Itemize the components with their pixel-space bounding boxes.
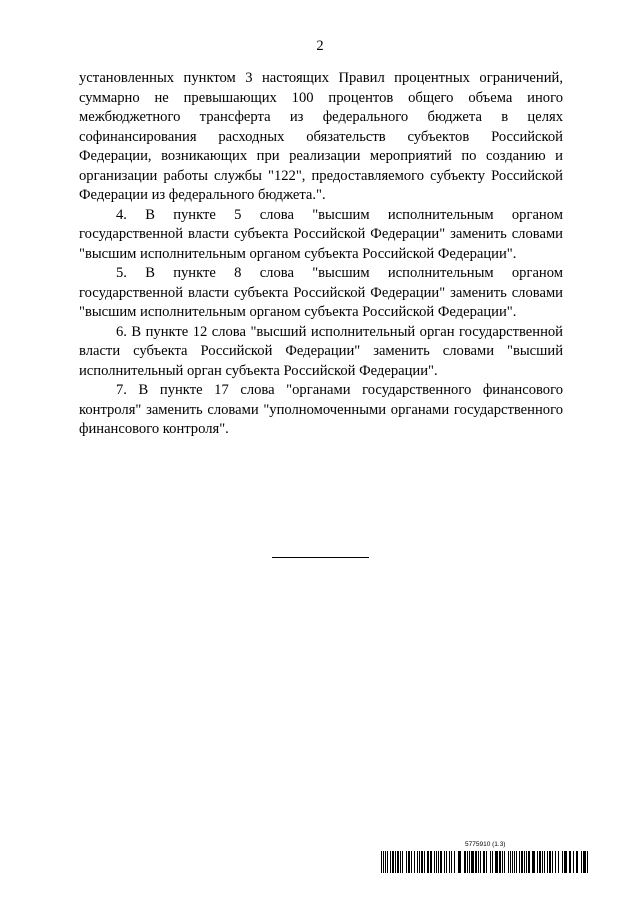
barcode-label: 5775910 (1.3) [465, 841, 506, 848]
page-number: 2 [316, 38, 324, 54]
end-divider [272, 557, 369, 558]
document-barcode-block [381, 841, 588, 873]
barcode-icon [381, 851, 588, 873]
paragraph-item-5: 5. В пункте 8 слова "высшим исполнительным органом государственной власти субъекта Российской Федерации" заменить словами "высшим исполнительным органом субъекта Российской Федерации". [79, 265, 563, 320]
paragraph-continuation: установленных пунктом 3 настоящих Правил процентных ограничений, суммарно не превышающих 100 процентов общего объема иного межбюджетного трансферта из федерального бюджета в целях софинансирования расходных обязательств субъектов Российской Федерации, возникающих при реализации мероприятий по созданию и организации работы службы "122", предоставляемого субъекту Российской Федерации из федерального бюджета.". [79, 70, 563, 203]
document-body [79, 69, 563, 440]
paragraph-item-7: 7. В пункте 17 слова "органами государственного финансового контроля" заменить словами "уполномоченными органами государственного финансового контроля". [79, 382, 563, 437]
paragraph-item-6: 6. В пункте 12 слова "высший исполнительный орган государственной власти субъекта Российской Федерации" заменить словами "высший исполнительный орган субъекта Российской Федерации". [79, 323, 563, 379]
paragraph-item-4: 4. В пункте 5 слова "высшим исполнительным органом государственной власти субъекта Российской Федерации" заменить словами "высшим исполнительным органом субъекта Российской Федерации". [79, 206, 563, 262]
